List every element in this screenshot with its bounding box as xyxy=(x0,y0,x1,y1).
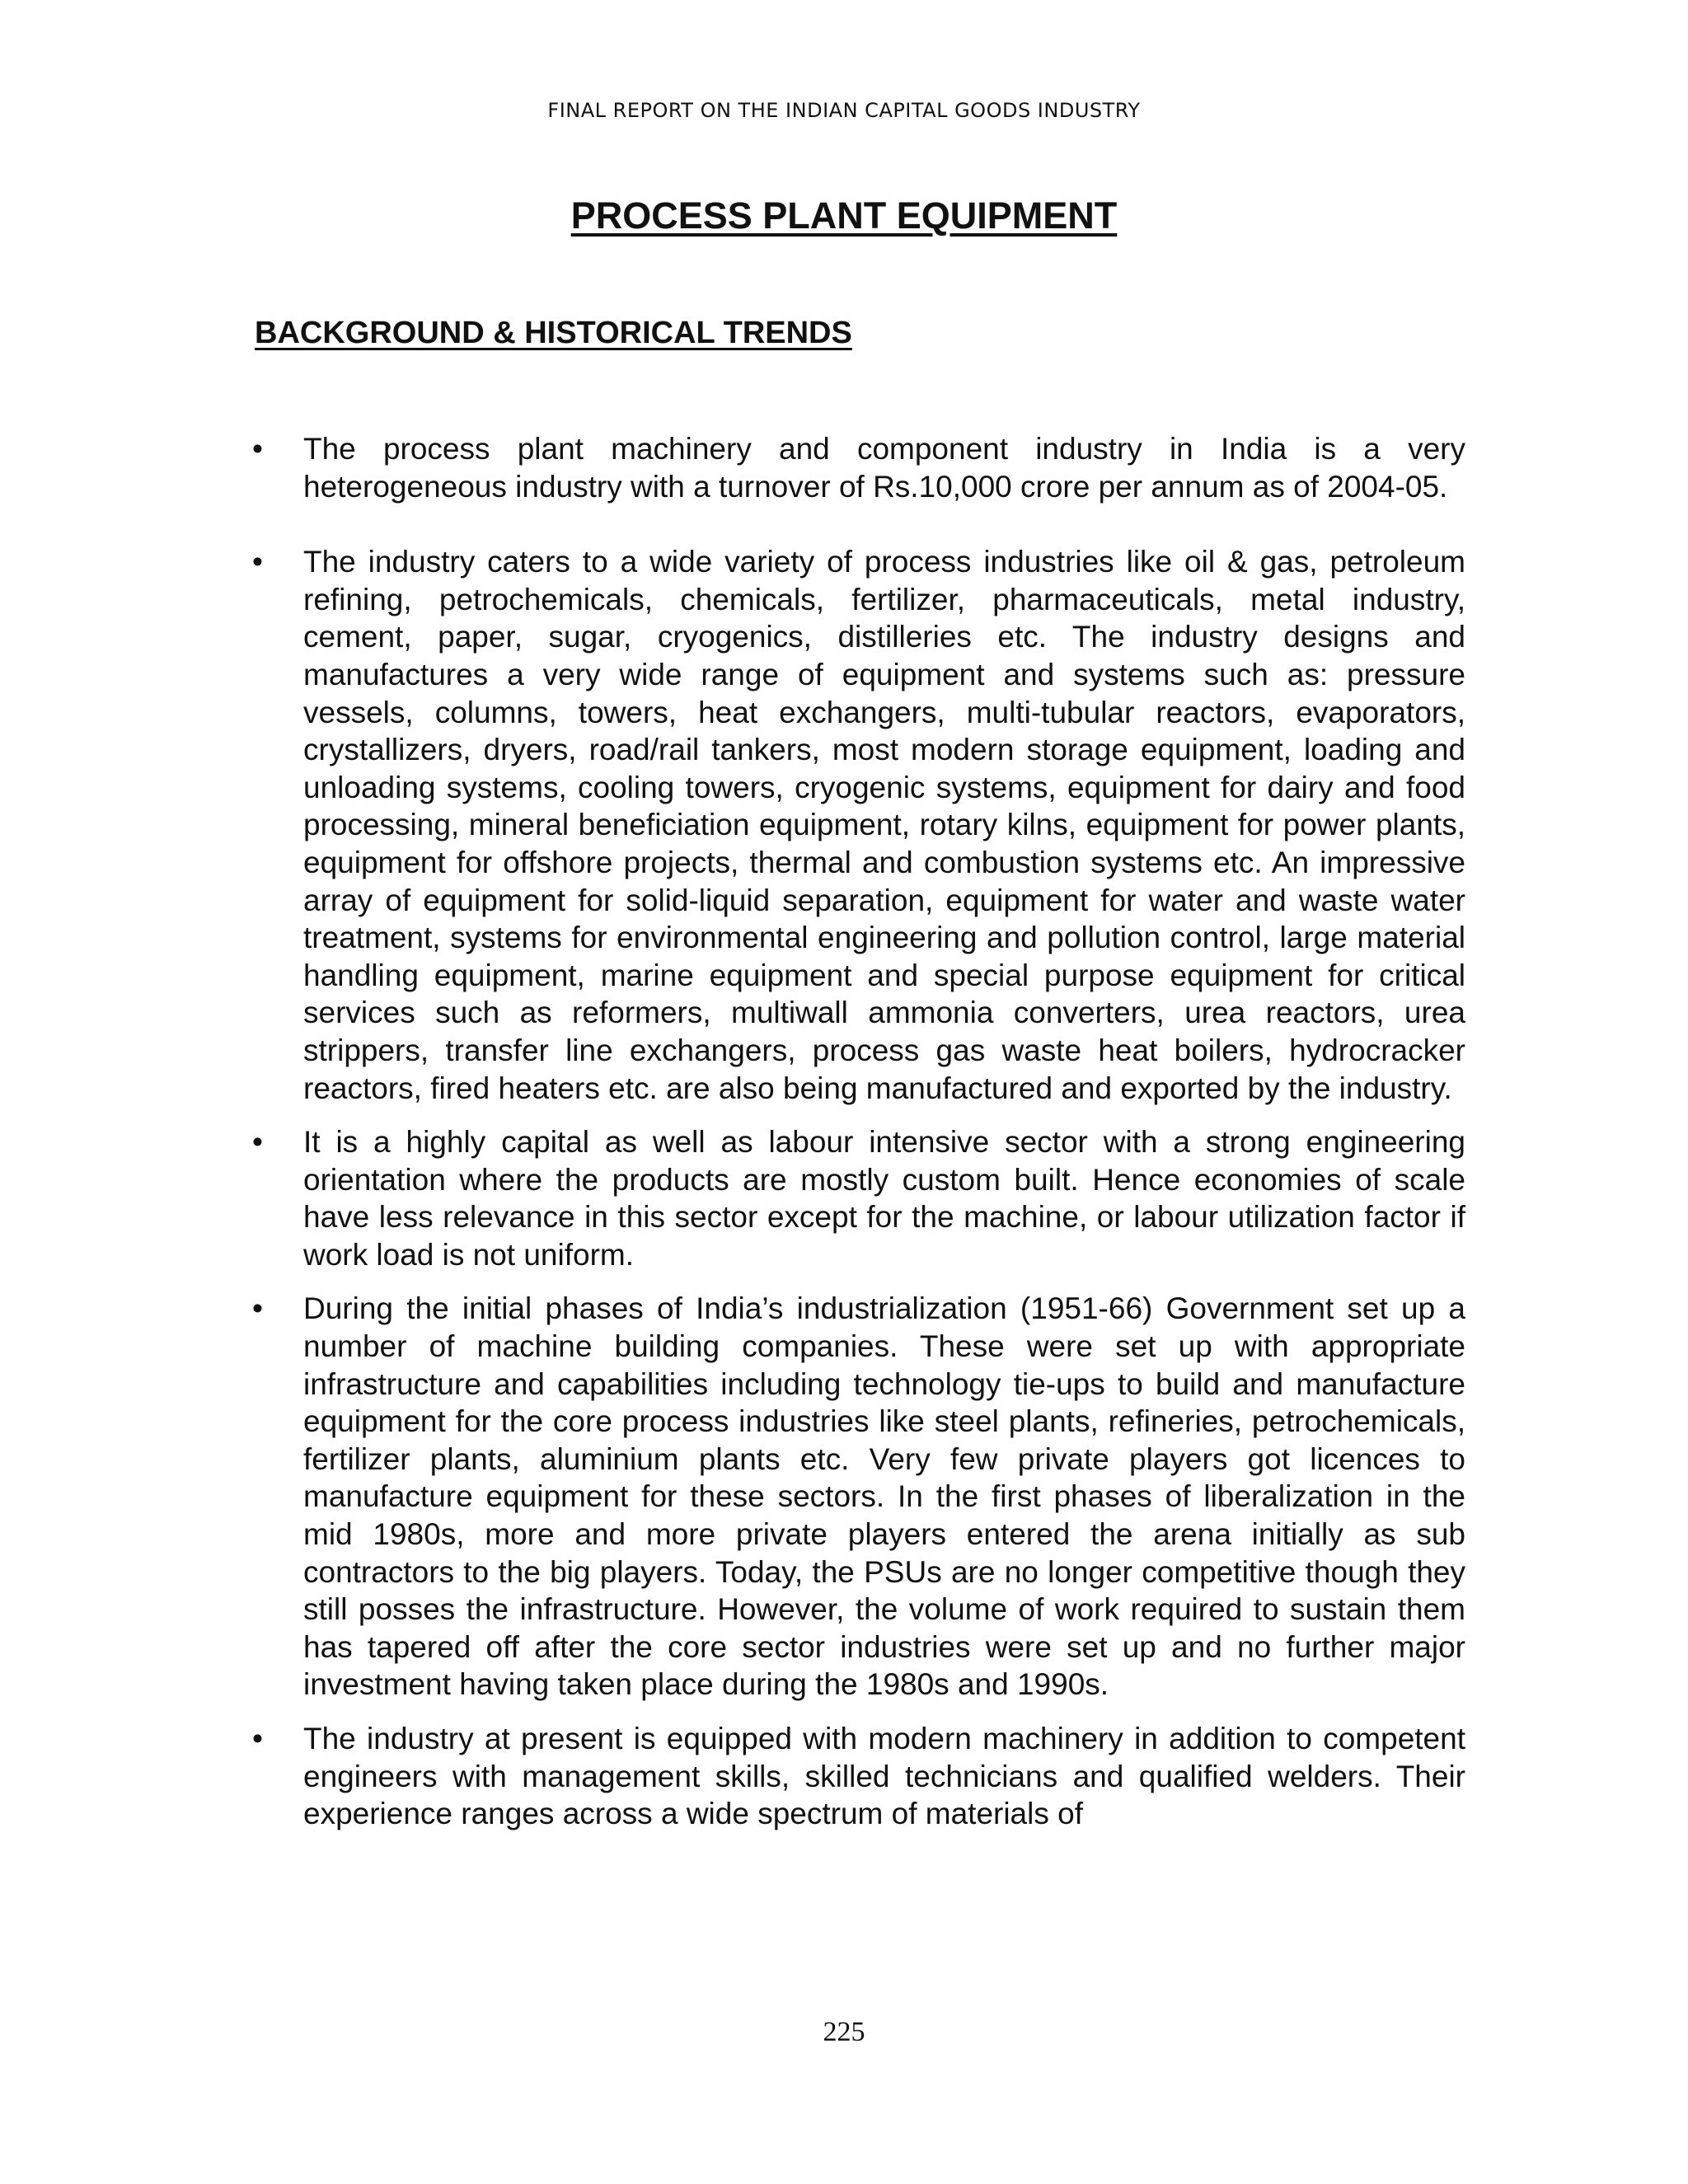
bullet-item xyxy=(252,1290,1465,1704)
bullet-item xyxy=(252,1123,1465,1273)
bullet-list xyxy=(252,430,1465,1833)
bullet-dot-icon: • xyxy=(252,432,263,466)
bullet-text: It is a highly capital as well as labour intensive sector with a strong engineering orientation where the products are mostly custom built. Hence economies of scale have less relevance in this sector except for the machine, or labour utilization factor if work load is not uniform. xyxy=(303,1125,1465,1272)
bullet-item xyxy=(252,1720,1465,1833)
page-number: 225 xyxy=(823,2017,865,2047)
bullet-text: The process plant machinery and component industry in India is a very heterogeneous industry with a turnover of Rs.10,000 crore per annum as of 2004-05. xyxy=(303,432,1465,504)
running-header: FINAL REPORT ON THE INDIAN CAPITAL GOODS INDUSTRY xyxy=(547,99,1141,122)
section-heading: BACKGROUND & HISTORICAL TRENDS xyxy=(255,316,852,350)
bullet-dot-icon: • xyxy=(252,1125,263,1160)
bullet-text: The industry caters to a wide variety of process industries like oil & gas, petroleum refining, petrochemicals, chemicals, fertilizer, pharmaceuticals, metal industry, cement, paper, sugar, cryogenics, distilleries etc. The industry designs and manufactures a very wide range of equipment and systems such as: pressure vessels, columns, towers, heat exchangers, multi-tubular reactors, evaporators, crystallizers, dryers, road/rail tankers, most modern storage equipment, loading and unloading systems, cooling towers, cryogenic systems, equipment for dairy and food processing, mineral beneficiation equipment, rotary kilns, equipment for power plants, equipment for offshore projects, thermal and combustion systems etc. An impressive array of equipment for solid-liquid separation, equipment for water and waste water treatment, systems for environmental engineering and pollution control, large material handling equipment, marine equipment and special purpose equipment for critical services such as reformers, multiwall ammonia converters, urea reactors, urea strippers, transfer line exchangers, process gas waste heat boilers, hydrocracker reactors, fired heaters etc. are also being manufactured and exported by the industry. xyxy=(303,545,1465,1105)
bullet-item xyxy=(252,430,1465,505)
bullet-text: The industry at present is equipped with modern machinery in addition to competent engineers with management skills, skilled technicians and qualified welders. Their experience ranges across a wide spectrum of materials of xyxy=(303,1722,1465,1831)
bullet-dot-icon: • xyxy=(252,1722,263,1755)
bullet-text: During the initial phases of India’s industrialization (1951-66) Government set up a number of machine building companies. These were set up with appropriate infrastructure and capabilities including technology tie-ups to build and manufacture equipment for the core process industries like steel plants, refineries, petrochemicals, fertilizer plants, aluminium plants etc. Very few private players got licences to manufacture equipment for these sectors. In the first phases of liberalization in the mid 1980s, more and more private players entered the arena initially as sub contractors to the big players. Today, the PSUs are no longer competitive though they still posses the infrastructure. However, the volume of work required to sustain them has tapered off after the core sector industries were set up and no further major investment having taken place during the 1980s and 1990s. xyxy=(303,1291,1465,1702)
bullet-item xyxy=(252,543,1465,1107)
page-title: PROCESS PLANT EQUIPMENT xyxy=(570,194,1118,237)
bullet-dot-icon: • xyxy=(252,545,263,579)
bullet-dot-icon: • xyxy=(252,1291,263,1326)
